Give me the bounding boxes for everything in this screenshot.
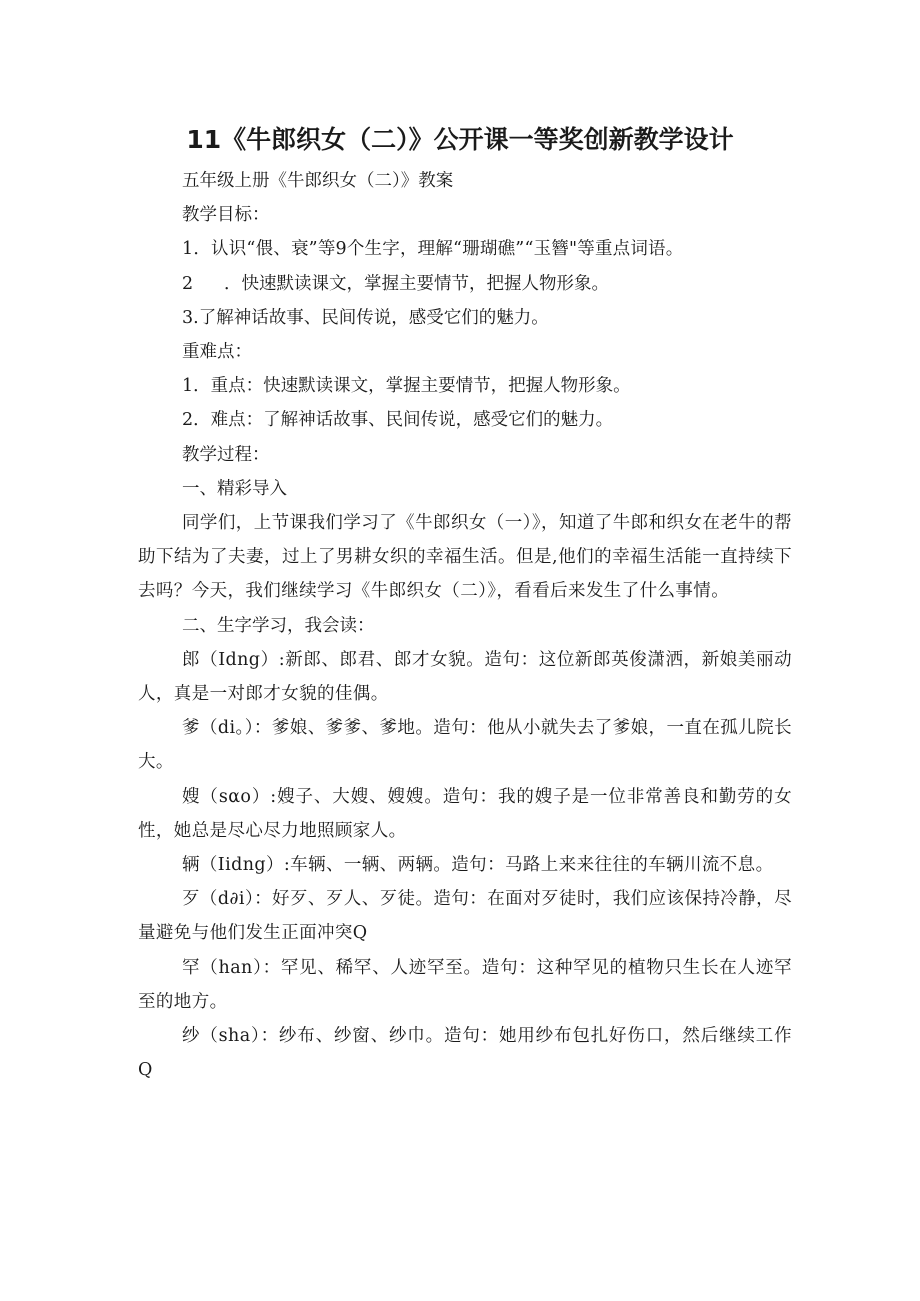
character-entry: 郎（Idng）:新郎、郎君、郎才女貌。造句：这位新郎英俊潇洒，新娘美丽动人，真是一对郎才女貌的佳偶。	[138, 649, 792, 705]
document-title: 11《牛郎织女（二）》公开课一等奖创新教学设计	[186, 125, 734, 154]
character-entry: 爹（di。）：爹娘、爹爹、爹地。造句：他从小就失去了爹娘，一直在孤儿院长大。	[138, 718, 792, 773]
key-point-item-2: 2．难点：了解神话故事、民间传说，感受它们的魅力。	[182, 410, 614, 431]
key-point-item-1: 1．重点：快速默读课文，掌握主要情节，把握人物形象。	[182, 376, 631, 397]
character-entry: 纱（sha）：纱布、纱窗、纱巾。造句：她用纱布包扎好伤口，然后继续工作Q	[138, 1026, 792, 1081]
objectives-heading: 教学目标：	[182, 205, 270, 226]
subtitle: 五年级上册《牛郎织女（二）》教案	[182, 171, 454, 191]
document-body	[138, 164, 792, 1087]
objective-item-2	[138, 267, 792, 301]
section1-paragraph: 同学们，上节课我们学习了《牛郎织女（一）》，知道了牛郎和织女在老牛的帮助下结为了夫妻，过上了男耕女织的幸福生活。但是,他们的幸福生活能一直持续下去吗？今天，我们继续学习《牛郎织女（二）》，看看后来发生了什么事情。	[138, 513, 792, 602]
character-entry: 辆（Iidng）:车辆、一辆、两辆。造句：马路上来来往往的车辆川流不息。	[182, 855, 774, 876]
key-points-heading: 重难点：	[182, 342, 252, 363]
process-heading: 教学过程：	[182, 444, 270, 465]
objective-item-1: 1．认识“偎、衰”等9个生字，理解“珊瑚礁”“玉簪"等重点词语。	[182, 239, 684, 260]
objective-item-2-number: 2	[182, 273, 194, 294]
objective-item-2-text: ．快速默读课文，掌握主要情节，把握人物形象。	[224, 273, 609, 294]
section1-heading: 一、精彩导入	[182, 478, 287, 499]
character-entry: 罕（han）：罕见、稀罕、人迹罕至。造句：这种罕见的植物只生长在人迹罕至的地方。	[138, 957, 792, 1012]
section2-heading: 二、生字学习，我会读：	[182, 615, 375, 636]
character-entry: 嫂（sαo）:嫂子、大嫂、嫂嫂。造句：我的嫂子是一位非常善良和勤劳的女性，她总是尽心尽力地照顾家人。	[138, 786, 792, 841]
objective-item-3: 3.了解神话故事、民间传说，感受它们的魅力。	[182, 307, 549, 328]
character-entry: 歹（d∂i）：好歹、歹人、歹徒。造句：在面对歹徒时，我们应该保持冷静，尽量避免与他们发生正面冲突Q	[138, 889, 792, 944]
